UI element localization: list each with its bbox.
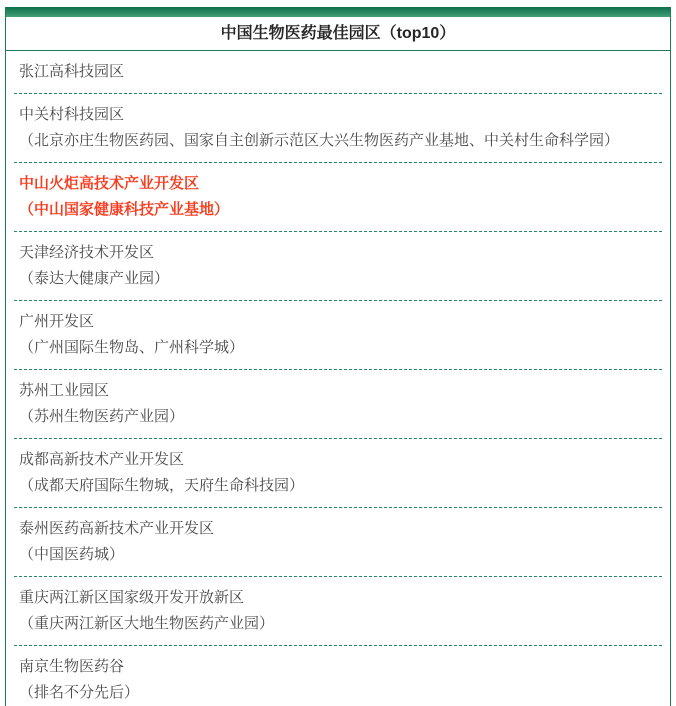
park-sublabel: （广州国际生物岛、广州科学城） [19, 339, 245, 356]
table-row [6, 577, 670, 645]
park-name: 中山火炬高技术产业开发区 [19, 175, 200, 192]
table-title: 中国生物医药最佳园区（top10） [6, 17, 670, 51]
park-name: 中关村科技园区 [19, 106, 125, 123]
park-name: 张江高科技园区 [19, 63, 125, 80]
header-accent-bar [6, 7, 670, 17]
table-row-highlighted [6, 163, 670, 231]
park-sublabel: （北京亦庄生物医药园、国家自主创新示范区大兴生物医药产业基地、中关村生命科学园） [19, 132, 620, 149]
table-row [6, 439, 670, 507]
table-row [6, 94, 670, 162]
park-name: 广州开发区 [19, 313, 95, 330]
top10-parks-table [5, 7, 671, 706]
park-name: 苏州工业园区 [19, 382, 110, 399]
park-sublabel: （排名不分先后） [19, 684, 140, 701]
park-name: 南京生物医药谷 [19, 658, 125, 675]
park-sublabel: （成都天府国际生物城，天府生命科技园） [19, 477, 305, 494]
table-row [6, 301, 670, 369]
park-name: 重庆两江新区国家级开发开放新区 [19, 589, 245, 606]
park-sublabel: （泰达大健康产业园） [19, 270, 170, 287]
table-row [6, 232, 670, 300]
table-row [6, 508, 670, 576]
park-name: 天津经济技术开发区 [19, 244, 155, 261]
table-row [6, 370, 670, 438]
park-name: 泰州医药高新技术产业开发区 [19, 520, 215, 537]
park-name: 成都高新技术产业开发区 [19, 451, 185, 468]
table-row [6, 51, 670, 93]
park-sublabel: （中国医药城） [19, 546, 125, 563]
park-sublabel: （重庆两江新区大地生物医药产业园） [19, 615, 275, 632]
park-sublabel: （中山国家健康科技产业基地） [19, 201, 230, 218]
table-row [6, 646, 670, 706]
park-sublabel: （苏州生物医药产业园） [19, 408, 185, 425]
